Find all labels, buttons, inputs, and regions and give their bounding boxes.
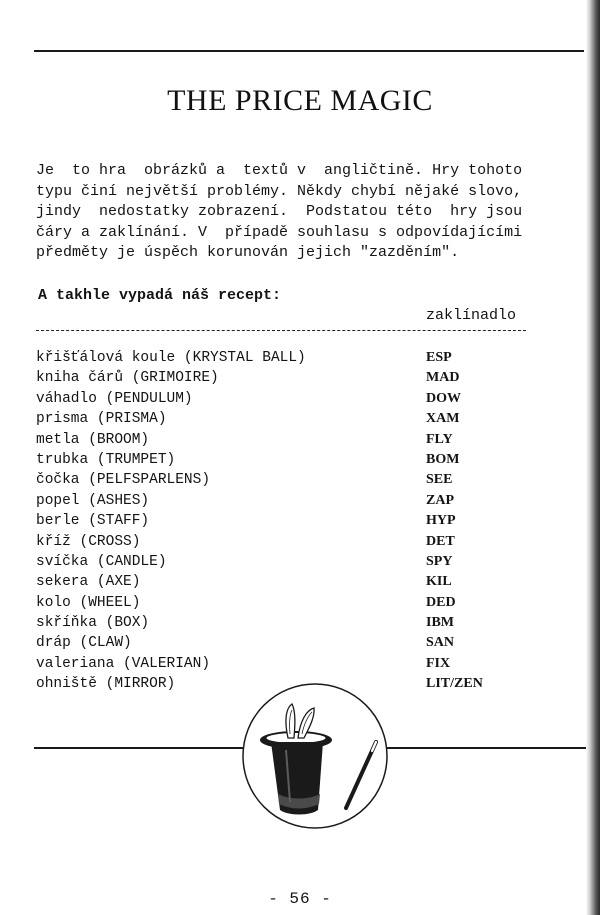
list-item	[36, 430, 516, 450]
recipe-spell: DED	[426, 594, 456, 610]
recipe-spell: SAN	[426, 635, 455, 651]
recipe-item-name: čočka (PELFSPARLENS)	[36, 472, 211, 489]
intro-line: čáry a zaklínání. V případě souhlasu s odpovídajícími	[36, 223, 523, 241]
dashed-separator	[36, 330, 526, 331]
recipe-spell: HYP	[426, 513, 456, 529]
recipe-spell: FLY	[426, 431, 453, 447]
spell-column-header: zaklínadlo	[426, 307, 517, 324]
recipe-item-name: ohniště (MIRROR)	[36, 676, 176, 693]
list-item	[36, 613, 516, 633]
list-item	[36, 450, 516, 470]
recipe-item-name: dráp (CLAW)	[36, 635, 132, 652]
list-item	[36, 633, 516, 653]
recipe-item-name: metla (BROOM)	[36, 431, 150, 448]
intro-paragraph	[36, 161, 588, 264]
recipe-spell: ZAP	[426, 492, 454, 508]
recipe-heading: A takhle vypadá náš recept:	[38, 287, 282, 304]
recipe-spell: DOW	[426, 390, 461, 406]
recipe-item-name: svíčka (CANDLE)	[36, 553, 167, 570]
recipe-item-name: kolo (WHEEL)	[36, 594, 141, 611]
list-item	[36, 389, 516, 409]
recipe-spell: KIL	[426, 574, 452, 590]
recipe-spell: IBM	[426, 615, 454, 631]
recipe-item-name: trubka (TRUMPET)	[36, 451, 176, 468]
recipe-spell: LIT/ZEN	[426, 676, 483, 692]
list-item	[36, 593, 516, 613]
recipe-spell: ESP	[426, 350, 452, 365]
page-title: THE PRICE MAGIC	[167, 84, 433, 117]
intro-line: typu činí největší problémy. Někdy chybí nějaké slovo,	[36, 182, 523, 200]
recipe-item-name: berle (STAFF)	[36, 513, 150, 530]
intro-line: jindy nedostatky zobrazení. Podstatou této hry jsou	[36, 203, 523, 220]
recipe-spell: SPY	[426, 553, 453, 569]
list-item	[36, 470, 516, 490]
list-item	[36, 532, 516, 552]
list-item	[36, 348, 516, 368]
list-item	[36, 409, 516, 429]
recipe-spell: FIX	[426, 655, 451, 671]
list-item	[36, 368, 516, 388]
list-item	[36, 491, 516, 511]
intro-line: Je to hra obrázků a textů v angličtině. Hry tohoto	[36, 162, 523, 179]
recipe-item-name: váhadlo (PENDULUM)	[36, 390, 193, 407]
top-rule	[34, 50, 584, 52]
recipe-item-name: kniha čárů (GRIMOIRE)	[36, 370, 219, 387]
recipe-spell: XAM	[426, 411, 460, 427]
recipe-spell: MAD	[426, 370, 460, 386]
list-item	[36, 572, 516, 592]
list-item	[36, 654, 516, 674]
list-item	[36, 511, 516, 531]
page-edge-shadow	[586, 0, 600, 915]
magic-hat-illustration	[34, 676, 586, 836]
recipe-item-name: sekera (AXE)	[36, 574, 141, 591]
recipe-item-name: kříž (CROSS)	[36, 533, 141, 550]
recipe-item-name: křišťálová koule (KRYSTAL BALL)	[36, 350, 306, 366]
recipe-list	[36, 348, 516, 695]
recipe-item-name: prisma (PRISMA)	[36, 411, 167, 428]
recipe-spell: BOM	[426, 451, 460, 467]
intro-line: předměty je úspěch korunován jejich "zazděním".	[36, 244, 460, 261]
recipe-spell: SEE	[426, 472, 453, 488]
recipe-item-name: skříňka (BOX)	[36, 615, 150, 632]
recipe-spell: DET	[426, 533, 455, 549]
page-number: - 56 -	[268, 890, 332, 908]
recipe-item-name: popel (ASHES)	[36, 492, 150, 509]
list-item	[36, 552, 516, 572]
recipe-item-name: valeriana (VALERIAN)	[36, 655, 211, 672]
